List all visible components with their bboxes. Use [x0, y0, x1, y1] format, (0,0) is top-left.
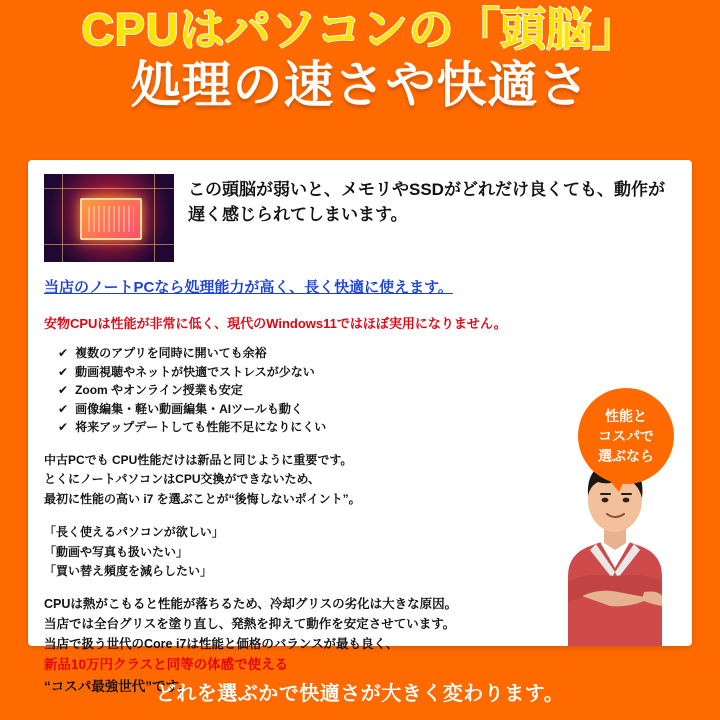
list-item-label: 動画視聴やネットが快適でストレスが少ない — [75, 364, 315, 379]
headline-line-2: 処理の速さや快適さ — [130, 57, 590, 114]
check-icon: ✔ — [58, 401, 69, 416]
list-item-label: 将来アップデートしても性能不足になりにくい — [75, 420, 327, 435]
lead-text: この頭脳が弱いと、メモリやSSDがどれだけ良くても、動作が遅く感じられてしまいます。 — [188, 180, 665, 224]
highlight-dark-text: “コスパ最強世代”です。 — [44, 679, 192, 695]
list-item — [58, 363, 676, 382]
list-item-label: 画像編集・軽い動画編集・AIツールも動く — [75, 401, 303, 416]
speech-bubble — [578, 388, 674, 484]
chip-trace — [154, 174, 155, 262]
list-item-label: Zoom やオンライン授業も安定 — [75, 383, 243, 398]
list-item — [58, 381, 676, 400]
check-icon: ✔ — [58, 383, 69, 398]
chip-die — [80, 198, 142, 240]
cpu-chip-image — [44, 174, 174, 262]
quote-line: 「買い替え頻度を減らしたい」 — [44, 564, 213, 579]
check-icon: ✔ — [58, 346, 69, 360]
headline-block — [0, 0, 720, 112]
speech-bubble-text — [598, 406, 654, 467]
paragraph-line: 当店では全台グリスを塗り直し、発熱を抑えて動作を安定させています。 — [44, 616, 456, 631]
highlight-red-text: 新品10万円クラスと同等の体感で使える — [44, 657, 289, 673]
speech-bubble-line-3: 選ぶなら — [598, 448, 654, 465]
list-item — [58, 344, 676, 363]
paragraph-line: 中古PCでも CPU性能だけは新品と同じように重要です。 — [44, 452, 353, 467]
paragraph-line: とくにノートパソコンはCPU交換ができないため、 — [44, 472, 321, 487]
headline-line-1: CPUはパソコンの「頭脳」 — [81, 4, 639, 55]
quote-line: 「動画や写真も扱いたい」 — [44, 544, 189, 559]
warning-text: 安物CPUは性能が非常に低く、現代のWindows11ではほぼ実用になりません。 — [44, 316, 507, 331]
speech-bubble-line-2: コスパで — [598, 427, 654, 444]
check-icon: ✔ — [58, 364, 69, 379]
paragraph-line: 最初に性能の高い i7 を選ぶことが“後悔しないポイント”。 — [44, 491, 361, 506]
chip-trace — [62, 174, 63, 262]
paragraph-line: 当店で扱う世代のCore i7は性能と価格のバランスが最も良く、 — [44, 637, 399, 652]
footer-text: どれを選ぶかで快適さが大きく変わります。 — [155, 682, 565, 705]
store-link-text[interactable]: 当店のノートPCなら処理能力が高く、長く快適に使えます。 — [44, 279, 453, 296]
paragraph-line: CPUは熱がこもると性能が落ちるため、冷却グリスの劣化は大きな原因。 — [44, 596, 458, 611]
footer-bar — [0, 662, 720, 720]
quote-line: 「長く使えるパソコンが欲しい」 — [44, 525, 224, 540]
check-icon: ✔ — [58, 420, 69, 435]
top-row — [44, 174, 676, 262]
speech-bubble-line-1: 性能と — [605, 407, 647, 424]
list-item-label: 複数のアプリを同時に開いても余裕 — [75, 346, 267, 360]
